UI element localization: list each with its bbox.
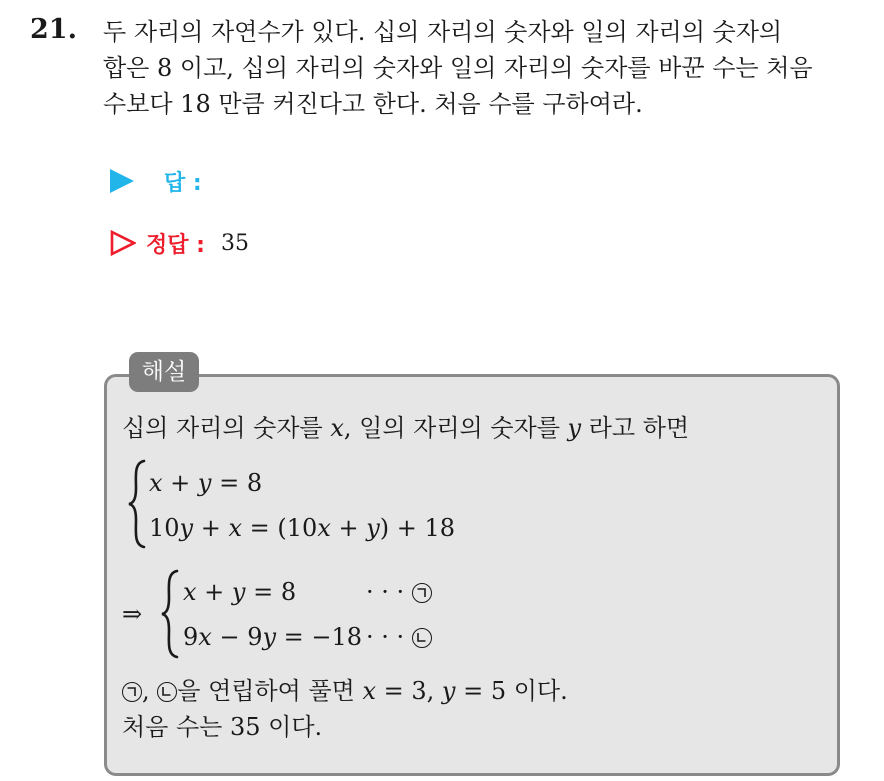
s2e1-var-y: y (231, 578, 246, 606)
result-sep: , (142, 677, 158, 705)
s2e1-op: + (196, 578, 232, 606)
intro-text-1: 십의 자리의 숫자를 (122, 414, 331, 442)
s1e2-var-x: x (228, 514, 243, 542)
result-var-y: y (441, 677, 456, 705)
circled-nieun-icon (412, 628, 432, 648)
s1e1-var-y: y (197, 469, 212, 497)
question-line-1: 두 자리의 자연수가 있다. 십의 자리의 숫자와 일의 자리의 숫자의 (103, 18, 783, 46)
solution-tag: 해설 (129, 352, 199, 392)
circled-giyeok-icon (122, 682, 142, 702)
filled-play-icon (110, 169, 134, 193)
system2-eq1-dots (366, 578, 432, 606)
s1e2-op2: + (330, 514, 367, 542)
s2e1-var-x: x (183, 578, 197, 606)
dots-1: · · · (366, 578, 405, 606)
dots-2: · · · (366, 623, 405, 651)
question-line-3: 수보다 18 만큼 커진다고 한다. 처음 수를 구하여라. (103, 90, 643, 118)
s2e2-op: − 9 (211, 623, 263, 651)
result-text-2: = 3, (376, 677, 442, 705)
s1e1-var-x: x (149, 469, 163, 497)
outline-play-icon (110, 230, 136, 256)
answer-row (110, 166, 202, 196)
s1e2-coef: 10 (149, 514, 180, 542)
correct-answer-value: 35 (220, 230, 249, 256)
s1e2-rest: ) + 18 (379, 514, 456, 542)
answer-label: 답 : (164, 170, 202, 196)
s1e2-var-y2: y (366, 514, 380, 542)
result-text-1: 을 연립하여 풀면 (177, 677, 363, 705)
correct-answer-label: 정답 : (146, 232, 205, 258)
s1e2-var-y: y (179, 514, 194, 542)
system2-eq2 (183, 623, 362, 651)
s2e2-coef: 9 (183, 623, 199, 651)
s2e2-var-y: y (262, 623, 277, 651)
intro-text-2: , 일의 자리의 숫자를 (343, 414, 568, 442)
intro-var-y: y (567, 414, 582, 442)
circled-nieun-icon (157, 682, 177, 702)
s1e2-var-x2: x (317, 514, 331, 542)
intro-text-3: 라고 하면 (581, 414, 690, 442)
intro-var-x: x (330, 414, 344, 442)
s2e2-var-x: x (198, 623, 212, 651)
circled-giyeok-icon (412, 583, 432, 603)
solution-result (122, 677, 568, 705)
result-text-3: = 5 이다. (455, 677, 568, 705)
left-brace-1 (127, 458, 147, 550)
s1e2-eq: = (10 (242, 514, 318, 542)
system1-eq1 (149, 469, 262, 497)
s2e1-rest: = 8 (245, 578, 297, 606)
s1e1-rest: = 8 (211, 469, 263, 497)
solution-conclusion: 처음 수는 35 이다. (122, 713, 323, 741)
question-number: 21. (30, 14, 77, 45)
correct-answer-row (110, 228, 249, 258)
question-line-2: 합은 8 이고, 십의 자리의 숫자와 일의 자리의 숫자를 바꾼 수는 처음 (103, 54, 813, 82)
s1e1-op: + (162, 469, 198, 497)
result-var-x: x (362, 677, 376, 705)
s2e2-rest: = −18 (276, 623, 363, 651)
s1e2-op1: + (193, 514, 229, 542)
system2-eq2-dots (366, 623, 432, 651)
left-brace-2 (160, 568, 180, 660)
system2-eq1 (183, 578, 296, 606)
question-text (103, 14, 878, 122)
system1-eq2 (149, 514, 455, 542)
implies-arrow: ⇒ (122, 600, 143, 628)
solution-intro (122, 414, 689, 442)
